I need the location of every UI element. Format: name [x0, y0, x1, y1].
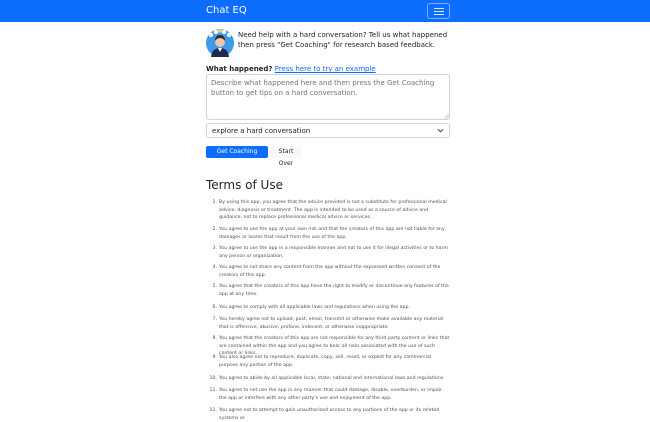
terms-item-text: You agree to use the app at your own risk and that the creators of this app are not liable for any damages or losses that result from the use of the app.: [219, 227, 445, 240]
what-happened-row: [206, 65, 376, 74]
menu-toggle-button[interactable]: [427, 3, 450, 19]
start-over-button[interactable]: Start Over: [271, 146, 301, 158]
terms-item-number: 2.: [212, 227, 217, 232]
terms-item-number: 7.: [212, 317, 217, 322]
terms-item-text: You agree to comply with all applicable laws and regulations when using the app.: [219, 305, 410, 310]
terms-title: Terms of Use: [206, 178, 283, 192]
hamburger-icon: [434, 8, 444, 9]
terms-item-text: You agree to not use the app in any manner that could damage, disable, overburden, or impair the app or interfere with any other party's use and enjoyment of the app.: [219, 388, 443, 401]
terms-item-number: 11.: [209, 388, 217, 393]
navbar: [0, 0, 650, 22]
terms-item-number: 6.: [212, 305, 217, 310]
hamburger-icon-line: [434, 11, 444, 12]
terms-item-text: You also agree not to reproduce, duplicate, copy, sell, resell, or exploit for any commercial purpose any portion of the app.: [219, 355, 432, 368]
what-happened-textarea[interactable]: [206, 74, 450, 120]
terms-item-text: You agree that the creators of this app are not responsible for any third party content or links that are contained within the app and you agree to bear all risks associated with the use of such content or links.: [219, 336, 450, 356]
terms-item-number: 1.: [212, 200, 217, 205]
terms-item-text: You hereby agree not to upload, post, email, transmit or otherwise make available any material that is offensive, abusive, profane, indecent, or otherwise inappropriate.: [219, 317, 444, 330]
terms-item-number: 12.: [209, 408, 217, 413]
terms-item-number: 4.: [212, 265, 217, 270]
get-coaching-button[interactable]: Get Coaching: [206, 146, 268, 158]
intro-text: Need help with a hard conversation? Tell us what happened then press "Get Coaching" for research based feedback.: [238, 31, 448, 49]
terms-item-number: 3.: [212, 246, 217, 251]
terms-item-number: 5.: [212, 284, 217, 289]
terms-item-text: By using this app, you agree that the advice provided is not a substitute for professional medical advice, diagnosis or treatment. The app is intended to be used as a source of advice and guidance, not to replace professional medical advice or services.: [219, 200, 447, 220]
terms-item-number: 10.: [209, 376, 217, 381]
terms-item-text: You agree not to attempt to gain unauthorized access to any portions of the app or its related systems or: [219, 408, 440, 421]
terms-item-text: You agree to not share any content from the app without the expressed written consent of the creators of this app.: [219, 265, 441, 278]
resize-grip-icon[interactable]: [444, 114, 449, 119]
terms-item-text: You agree that the creators of this app have the right to modify or discontinue any features of the app at any time.: [219, 284, 449, 297]
terms-item-text: You agree to use the app in a responsible manner and not to use it for illegal activities or to harm any person or organization.: [219, 246, 448, 259]
mode-select[interactable]: [206, 123, 450, 138]
terms-item-text: You agree to abide by all applicable local, state, national and international laws and regulations.: [219, 376, 445, 381]
hamburger-icon-line: [434, 14, 444, 15]
terms-item-number: 9.: [212, 355, 217, 360]
chevron-down-icon: [437, 127, 444, 134]
coach-avatar-icon: [206, 29, 234, 57]
app-title[interactable]: Chat EQ: [206, 5, 247, 16]
try-example-link[interactable]: Press here to try an example: [274, 65, 376, 73]
what-happened-label: What happened?: [206, 65, 273, 73]
terms-item-number: 8.: [212, 336, 217, 341]
mode-select-value: explore a hard conversation: [212, 127, 311, 135]
